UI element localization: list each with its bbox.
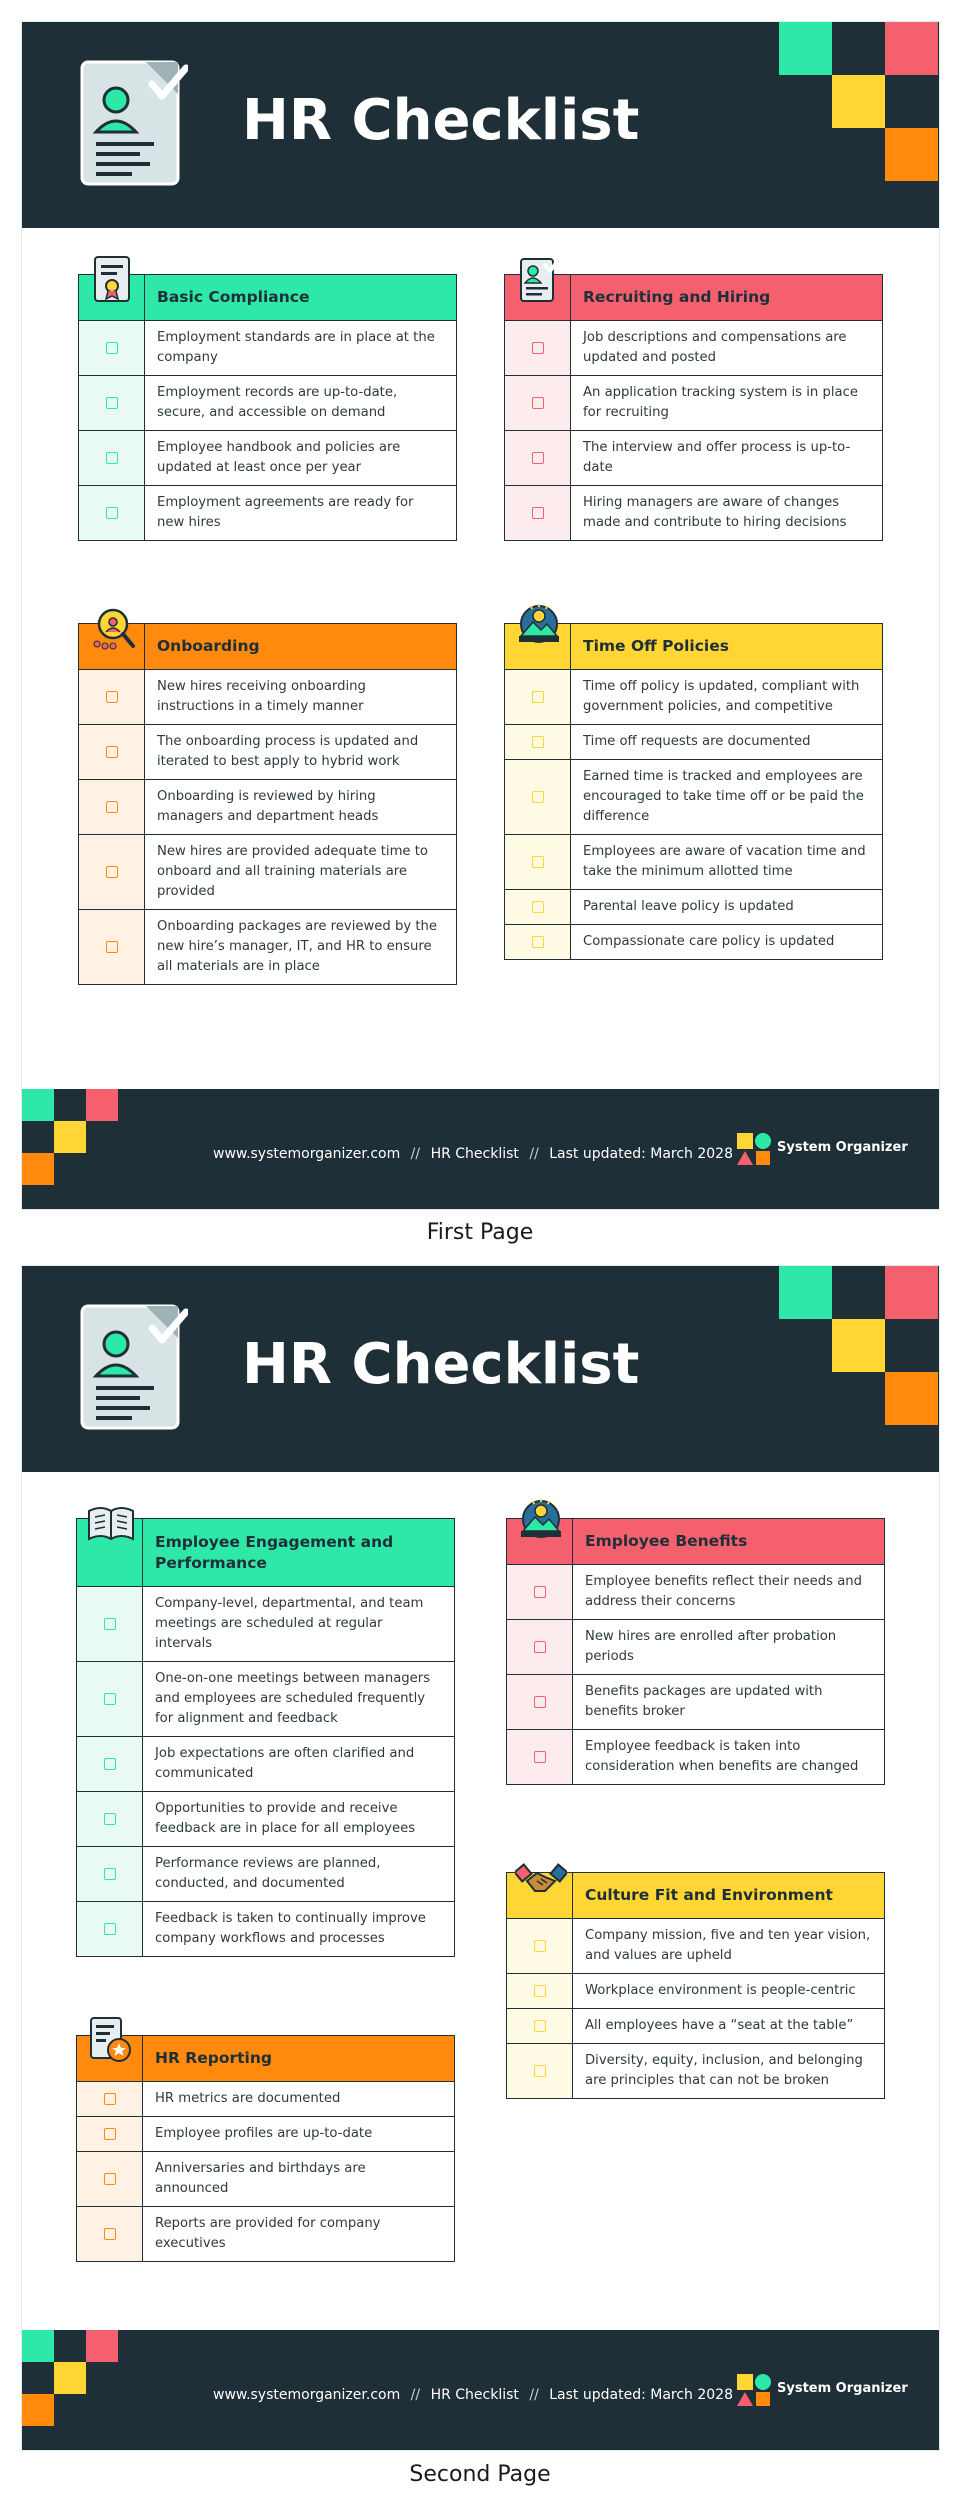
shapes-logo-icon [737, 1131, 773, 1167]
checklist-item[interactable]: Time off requests are documented [505, 725, 882, 760]
checkbox[interactable] [106, 866, 118, 878]
section-title: Onboarding [157, 637, 260, 655]
document-profile-check-icon [78, 54, 188, 188]
page-one [22, 22, 939, 1209]
checklist [77, 2082, 454, 2261]
section-title: Time Off Policies [583, 637, 729, 655]
brand-logo: System Organizer [737, 2372, 937, 2412]
section-header [79, 624, 456, 670]
section-employee-benefits [506, 1518, 885, 1785]
checkbox[interactable] [532, 691, 544, 703]
section-time-off-policies [504, 623, 883, 960]
section-employee-engagement [76, 1518, 455, 1957]
checkbox[interactable] [532, 936, 544, 948]
page-header [22, 1266, 939, 1472]
decor-square [885, 1372, 938, 1425]
page-title: HR Checklist [242, 1332, 640, 1397]
decor-square [22, 2330, 54, 2362]
checklist-item[interactable]: Company mission, five and ten year vision, and values are upheld [507, 1919, 884, 1974]
checklist-item[interactable]: Onboarding is reviewed by hiring managers and department heads [79, 780, 456, 835]
checklist-item[interactable]: Opportunities to provide and receive feedback are in place for all employees [77, 1792, 454, 1847]
checkbox[interactable] [104, 1618, 116, 1630]
checkbox[interactable] [532, 901, 544, 913]
page-title: HR Checklist [242, 88, 640, 153]
decor-square [54, 1121, 86, 1153]
decor-square [885, 22, 938, 75]
checklist-item[interactable]: Job expectations are often clarified and communicated [77, 1737, 454, 1792]
checklist-item[interactable]: Benefits packages are updated with benefits broker [507, 1675, 884, 1730]
decor-square [832, 75, 885, 128]
section-onboarding [78, 623, 457, 985]
checklist-item[interactable]: Anniversaries and birthdays are announced [77, 2152, 454, 2207]
open-book-icon [85, 1497, 137, 1549]
decor-square [885, 1319, 938, 1372]
section-title: Employee Benefits [585, 1532, 748, 1550]
section-header [505, 624, 882, 670]
checklist-item[interactable]: Workplace environment is people-centric [507, 1974, 884, 2009]
section-header [507, 1873, 884, 1919]
checkbox[interactable] [104, 1693, 116, 1705]
section-header [77, 1519, 454, 1587]
checklist-item[interactable]: Employment standards are in place at the company [79, 321, 456, 376]
decor-square [22, 1089, 54, 1121]
decor-square [885, 75, 938, 128]
checklist-item[interactable]: Employee benefits reflect their needs and address their concerns [507, 1565, 884, 1620]
decor-square [86, 1089, 118, 1121]
checkbox[interactable] [534, 1985, 546, 1997]
checkbox[interactable] [104, 2228, 116, 2240]
footer-url[interactable]: www.systemorganizer.com [213, 1146, 401, 1162]
checkbox[interactable] [534, 1641, 546, 1653]
checklist-item[interactable]: Hiring managers are aware of changes made and contribute to hiring decisions [505, 486, 882, 540]
decor-square [832, 1266, 885, 1319]
checklist-item[interactable]: Employment agreements are ready for new hires [79, 486, 456, 540]
section-hr-reporting [76, 2035, 455, 2262]
decor-square [779, 1266, 832, 1319]
checkbox[interactable] [534, 1696, 546, 1708]
checklist-item[interactable]: All employees have a “seat at the table” [507, 2009, 884, 2044]
checklist-item[interactable]: HR metrics are documented [77, 2082, 454, 2117]
checklist [505, 670, 882, 959]
checklist [507, 1565, 884, 1784]
checkbox[interactable] [104, 1868, 116, 1880]
page-caption: Second Page [409, 2462, 551, 2487]
checklist-item[interactable]: Performance reviews are planned, conducted, and documented [77, 1847, 454, 1902]
checklist-item[interactable]: Job descriptions and compensations are updated and posted [505, 321, 882, 376]
checkbox[interactable] [104, 1813, 116, 1825]
decor-square [832, 22, 885, 75]
checklist-item[interactable]: Compassionate care policy is updated [505, 925, 882, 959]
checkbox[interactable] [106, 746, 118, 758]
checkbox[interactable] [532, 507, 544, 519]
checklist-item[interactable]: New hires are enrolled after probation periods [507, 1620, 884, 1675]
checklist-item[interactable]: Reports are provided for company executives [77, 2207, 454, 2261]
decor-square [832, 1319, 885, 1372]
checkbox[interactable] [106, 941, 118, 953]
checkbox[interactable] [104, 1758, 116, 1770]
checkbox[interactable] [532, 791, 544, 803]
section-title: Employee Engagement and Performance [155, 1532, 394, 1572]
checkbox[interactable] [106, 691, 118, 703]
checklist [507, 1919, 884, 2098]
decor-square [779, 22, 832, 75]
checklist-item[interactable]: The interview and offer process is up-to-date [505, 431, 882, 486]
checklist [79, 321, 456, 540]
decor-square [22, 2394, 54, 2426]
document-profile-check-icon [78, 1298, 188, 1432]
decor-square [22, 1153, 54, 1185]
checkbox[interactable] [534, 1751, 546, 1763]
shapes-logo-icon [737, 2372, 773, 2408]
section-recruiting-hiring [504, 274, 883, 541]
checkbox[interactable] [106, 801, 118, 813]
decor-square [54, 2362, 86, 2394]
checklist [77, 1587, 454, 1956]
checklist-item[interactable]: Onboarding packages are reviewed by the new hire’s manager, IT, and HR to ensure all materials are in place [79, 910, 456, 984]
checkbox[interactable] [532, 736, 544, 748]
checkbox[interactable] [532, 397, 544, 409]
section-title: Basic Compliance [157, 288, 310, 306]
section-title: Culture Fit and Environment [585, 1886, 833, 1904]
section-title: Recruiting and Hiring [583, 288, 771, 306]
checkbox[interactable] [534, 1940, 546, 1952]
checkbox[interactable] [106, 342, 118, 354]
section-header [77, 2036, 454, 2082]
checklist-item[interactable]: An application tracking system is in place for recruiting [505, 376, 882, 431]
section-basic-compliance [78, 274, 457, 541]
decor-square [885, 128, 938, 181]
footer-info: www.systemorganizer.com // HR Checklist // Last updated: March 2028 [213, 1146, 733, 1162]
checkbox[interactable] [534, 2020, 546, 2032]
checklist-item[interactable]: Diversity, equity, inclusion, and belonging are principles that can not be broken [507, 2044, 884, 2098]
report-star-icon [85, 2014, 137, 2066]
checklist-item[interactable]: Employment records are up-to-date, secure, and accessible on demand [79, 376, 456, 431]
footer-url[interactable]: www.systemorganizer.com [213, 2387, 401, 2403]
checkbox[interactable] [532, 452, 544, 464]
section-title: HR Reporting [155, 2049, 272, 2067]
checklist-item[interactable]: The onboarding process is updated and iterated to best apply to hybrid work [79, 725, 456, 780]
checklist-item[interactable]: Time off policy is updated, compliant with government policies, and competitive [505, 670, 882, 725]
checklist [505, 321, 882, 540]
resume-check-icon [513, 253, 565, 305]
checklist-item[interactable]: One-on-one meetings between managers and employees are scheduled frequently for alignment and feedback [77, 1662, 454, 1737]
page-caption: First Page [426, 1220, 534, 1245]
checklist-item[interactable]: Employee profiles are up-to-date [77, 2117, 454, 2152]
checklist-item[interactable]: Feedback is taken to continually improve company workflows and processes [77, 1902, 454, 1956]
checklist-item[interactable]: Parental leave policy is updated [505, 890, 882, 925]
checklist-item[interactable]: Employee feedback is taken into consideration when benefits are changed [507, 1730, 884, 1784]
checklist-item[interactable]: Company-level, departmental, and team meetings are scheduled at regular intervals [77, 1587, 454, 1662]
page-two [22, 1266, 939, 2450]
checkbox[interactable] [534, 2065, 546, 2077]
checkbox[interactable] [104, 2173, 116, 2185]
checklist-item[interactable]: Employees are aware of vacation time and take the minimum allotted time [505, 835, 882, 890]
checkbox[interactable] [106, 507, 118, 519]
section-header [79, 275, 456, 321]
section-header [505, 275, 882, 321]
checklist-item[interactable]: New hires receiving onboarding instructions in a timely manner [79, 670, 456, 725]
footer-info: www.systemorganizer.com // HR Checklist // Last updated: March 2028 [213, 2387, 733, 2403]
team-search-icon [87, 602, 139, 654]
handshake-icon [515, 1851, 567, 1903]
decor-square [885, 1266, 938, 1319]
page-header [22, 22, 939, 228]
checklist-item[interactable]: New hires are provided adequate time to onboard and all training materials are provided [79, 835, 456, 910]
decor-square [86, 2330, 118, 2362]
checkbox[interactable] [106, 452, 118, 464]
checkbox[interactable] [104, 2128, 116, 2140]
checklist-item[interactable]: Employee handbook and policies are updated at least once per year [79, 431, 456, 486]
checkbox[interactable] [532, 342, 544, 354]
page-footer [22, 1089, 939, 1209]
mountain-sun-icon [513, 602, 565, 654]
checkbox[interactable] [104, 2093, 116, 2105]
checkbox[interactable] [104, 1923, 116, 1935]
checkbox[interactable] [106, 397, 118, 409]
mountain-sun-icon [515, 1497, 567, 1549]
checkbox[interactable] [534, 1586, 546, 1598]
brand-logo: System Organizer [737, 1131, 937, 1171]
section-header [507, 1519, 884, 1565]
checkbox[interactable] [532, 856, 544, 868]
checklist-item[interactable]: Earned time is tracked and employees are encouraged to take time off or be paid the difference [505, 760, 882, 835]
section-culture-fit [506, 1872, 885, 2099]
page-footer [22, 2330, 939, 2450]
checklist [79, 670, 456, 984]
certificate-document-icon [87, 253, 139, 305]
